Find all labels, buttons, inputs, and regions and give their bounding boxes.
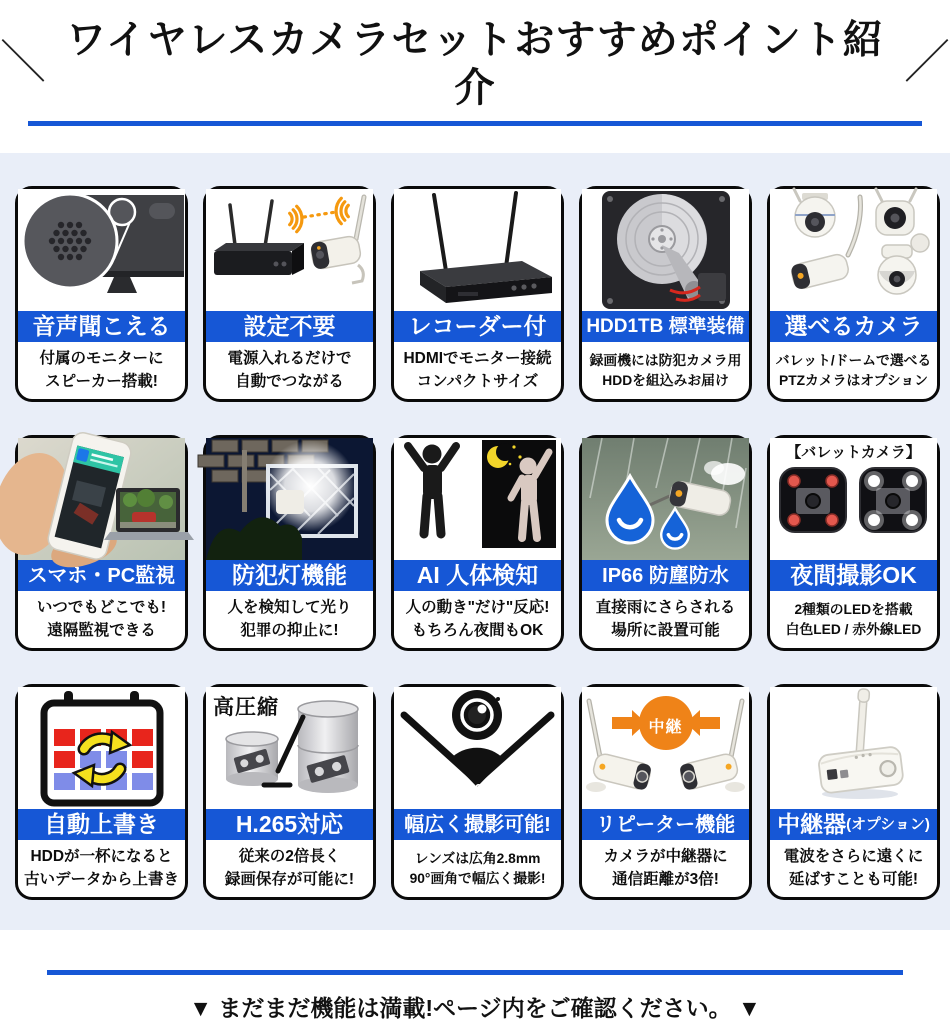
human-detect-icon: [394, 438, 561, 560]
feature-card-repeater-function: [579, 684, 752, 900]
feature-label-text: 中継器: [777, 811, 847, 837]
desc-line: PTZカメラはオプション: [779, 372, 928, 388]
desc-line: 直接雨にさらされる: [595, 599, 736, 617]
feature-label-text: AI 人体検知: [416, 562, 539, 588]
calendar-refresh-icon: [18, 687, 185, 809]
feature-card-recorder: [391, 186, 564, 402]
desc-line: 電波をさらに遠くに: [783, 848, 924, 866]
right-slash-decoration: ／: [904, 36, 950, 88]
feature-card-remote-monitoring: [15, 435, 188, 651]
desc-line: 録画機には防犯カメラ用: [589, 352, 742, 368]
relay-caption: 中継: [648, 719, 683, 736]
feature-description: [582, 342, 749, 399]
desc-line: レンズは広角2.8mm: [414, 850, 541, 866]
desc-line: 録画保存が可能に!: [224, 870, 355, 888]
bullet-camera-caption: 【バレットカメラ】: [786, 444, 921, 461]
night-vision-illustration: [770, 438, 937, 560]
feature-card-repeater-device: [767, 684, 940, 900]
angle-caption: 90°: [467, 781, 488, 796]
desc-line: HDDが一杯になると: [30, 848, 173, 866]
rain-drops-icon: [582, 438, 749, 560]
desc-line: もちろん夜間もOK: [411, 621, 544, 639]
left-slash-decoration: ＼: [0, 36, 46, 88]
feature-card-h265: [203, 684, 376, 900]
feature-label-text: 夜間撮影OK: [790, 562, 917, 588]
feature-label-suffix: (オプション): [846, 816, 930, 833]
feature-label-text: 設定不要: [243, 313, 336, 339]
feature-label-text: 自動上書き: [44, 811, 159, 837]
camera-lineup-icon: [770, 189, 937, 311]
desc-line: 2種類のLEDを搭載: [794, 601, 913, 617]
feature-description: [770, 342, 937, 399]
feature-description: [206, 591, 373, 648]
desc-line: 延ばすことも可能!: [788, 870, 919, 888]
feature-card-audio: [15, 186, 188, 402]
remote-monitoring-illustration: [18, 438, 185, 560]
feature-description: [18, 840, 185, 897]
desc-line: 付属のモニターに: [39, 350, 164, 368]
repeater-function-illustration: [582, 687, 749, 809]
feature-label: [206, 560, 373, 591]
feature-card-camera-choice: [767, 186, 940, 402]
desc-line: 通信距離が3倍!: [612, 870, 719, 888]
feature-description: [394, 591, 561, 648]
feature-card-no-setup: [203, 186, 376, 402]
desc-line: HDDを組込みお届け: [602, 372, 729, 388]
hard-disk-icon: [582, 189, 749, 311]
feature-label-text: 音声聞こえる: [32, 313, 171, 339]
desc-line: 人を検知して光り: [227, 599, 352, 617]
page-title: ワイヤレスカメラセットおすすめポイント紹介: [66, 18, 884, 110]
feature-label: [206, 809, 373, 840]
feature-label: [582, 311, 749, 342]
desc-line: バレット/ドームで選べる: [775, 352, 932, 368]
desc-line: スピーカー搭載!: [45, 372, 158, 390]
feature-description: [582, 591, 749, 648]
smartphone-laptop-icon: [18, 438, 185, 560]
desc-line: 遠隔監視できる: [47, 621, 156, 639]
security-light-icon: [206, 438, 373, 560]
security-light-illustration: [206, 438, 373, 560]
footer: [0, 970, 950, 1023]
feature-card-security-light: [203, 435, 376, 651]
auto-overwrite-illustration: [18, 687, 185, 809]
waterproof-illustration: [582, 438, 749, 560]
desc-line: 従来の2倍長く: [238, 848, 341, 866]
feature-label-text: リピーター機能: [595, 813, 736, 836]
h265-illustration: [206, 687, 373, 809]
feature-label: [770, 311, 937, 342]
title-row: [0, 16, 950, 112]
feature-label: [18, 809, 185, 840]
router-camera-wifi-icon: [206, 189, 373, 311]
desc-line: 人の動き"だけ"反応!: [405, 599, 550, 617]
camera-relay-icon: [582, 687, 749, 809]
feature-label: [18, 311, 185, 342]
feature-grid: [0, 153, 950, 930]
feature-label: [18, 560, 185, 591]
feature-label-text: スマホ・PC監視: [27, 564, 176, 587]
desc-line: 電源入れるだけで: [227, 350, 352, 368]
audio-illustration: [18, 189, 185, 311]
desc-line: 白色LED / 赤外線LED: [785, 621, 922, 637]
recorder-illustration: [394, 189, 561, 311]
feature-card-wide-angle: [391, 684, 564, 900]
feature-card-night-vision: [767, 435, 940, 651]
desc-line: 自動でつながる: [235, 372, 344, 390]
feature-description: [394, 342, 561, 399]
feature-description: [18, 591, 185, 648]
feature-description: [18, 342, 185, 399]
header: [0, 0, 950, 126]
feature-label: [394, 560, 561, 591]
compression-caption: 高圧縮: [213, 696, 279, 719]
feature-description: [206, 840, 373, 897]
footer-text: ▼ まだまだ機能は満載!ページ内をご確認ください。 ▼: [189, 995, 761, 1021]
feature-label-text: 幅広く撮影可能!: [404, 813, 551, 836]
feature-card-hdd: [579, 186, 752, 402]
feature-label-text: H.265対応: [235, 811, 344, 837]
feature-label: [582, 560, 749, 591]
feature-label-text: 選べるカメラ: [784, 313, 923, 339]
header-divider: [28, 121, 922, 126]
desc-line: HDMIでモニター接続: [403, 350, 552, 368]
no-setup-illustration: [206, 189, 373, 311]
desc-line: いつでもどこでも!: [36, 599, 167, 617]
feature-description: [394, 840, 561, 897]
hdd-illustration: [582, 189, 749, 311]
camera-choice-illustration: [770, 189, 937, 311]
feature-description: [206, 342, 373, 399]
feature-label-text: HDD1TB 標準装備: [586, 316, 745, 337]
feature-description: [770, 840, 937, 897]
footer-divider: [47, 970, 903, 975]
feature-label: [582, 809, 749, 840]
feature-card-waterproof: [579, 435, 752, 651]
desc-line: カメラが中継器に: [603, 848, 728, 866]
desc-line: 90°画角で幅広く撮影!: [409, 870, 546, 886]
feature-label-text: レコーダー付: [408, 313, 547, 339]
feature-label-text: IP66 防塵防水: [602, 564, 729, 587]
feature-label: [394, 809, 561, 840]
feature-description: [582, 840, 749, 897]
wide-angle-illustration: [394, 687, 561, 809]
feature-label-text: 防犯灯機能: [232, 562, 347, 588]
feature-card-auto-overwrite: [15, 684, 188, 900]
desc-line: 古いデータから上書き: [23, 870, 179, 888]
feature-label: [770, 560, 937, 591]
desc-line: コンパクトサイズ: [416, 372, 539, 390]
feature-label: [770, 809, 937, 840]
recorder-box-icon: [394, 189, 561, 311]
ai-detection-illustration: [394, 438, 561, 560]
repeater-device-illustration: [770, 687, 937, 809]
feature-label: [206, 311, 373, 342]
monitor-speaker-icon: [18, 189, 185, 311]
feature-label: [394, 311, 561, 342]
desc-line: 犯罪の抑止に!: [240, 621, 339, 639]
desc-line: 場所に設置可能: [611, 621, 720, 639]
feature-description: [770, 591, 937, 648]
feature-card-ai-detection: [391, 435, 564, 651]
repeater-box-icon: [770, 687, 937, 809]
